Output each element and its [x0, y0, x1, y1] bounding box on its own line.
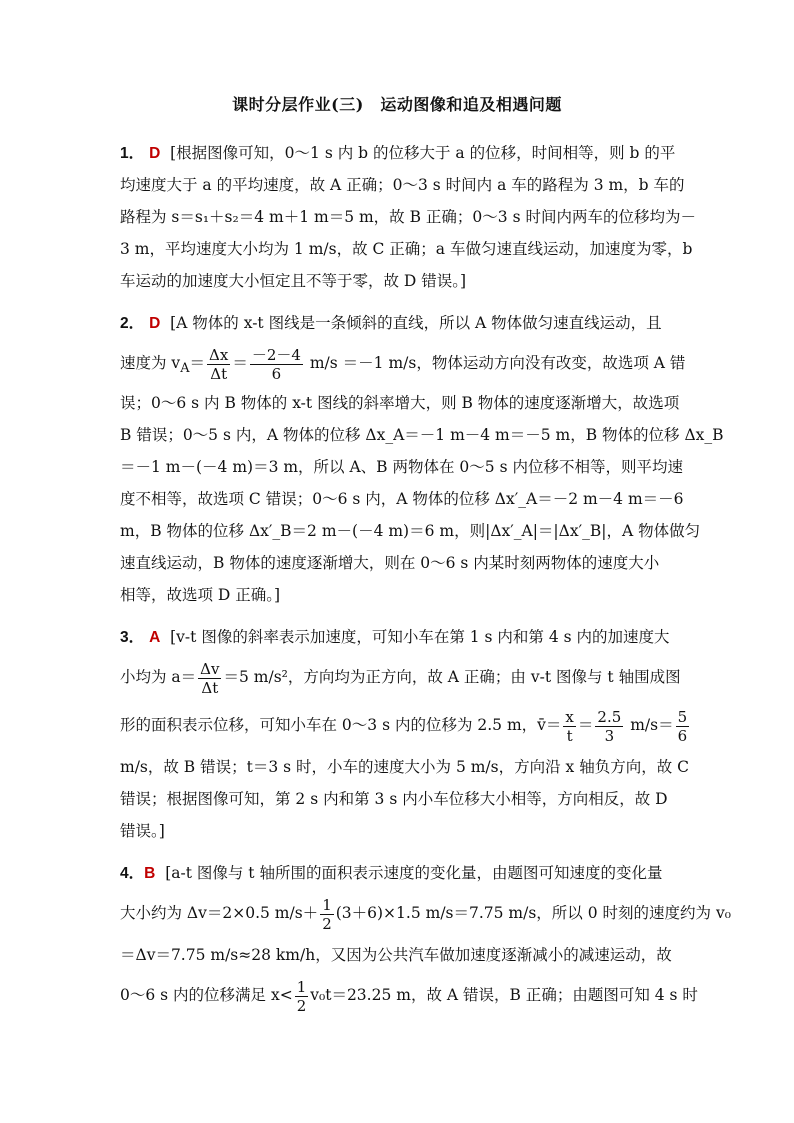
- q3-line-4: m/s，故 B 错误；t＝3 s 时，小车的速度大小为 5 m/s，方向沿 x 轴负方向，故 C: [120, 758, 689, 776]
- q3-line-6: 错误。]: [120, 822, 165, 840]
- q1-line-3: 路程为 s＝s₁＋s₂＝4 m＋1 m＝5 m，故 B 正确；0～3 s 时间内两车的位移均为－: [120, 208, 696, 226]
- q2-subscript: A: [180, 361, 190, 377]
- fraction-denominator: 2: [322, 914, 332, 933]
- q2-fraction-2: [250, 346, 303, 383]
- page-title: 课时分层作业(三) 运动图像和追及相遇问题: [232, 95, 562, 114]
- fraction-numerator: Δx: [209, 345, 229, 364]
- q3-text: 形的面积表示位移，可知小车在 0～3 s 内的位移为 2.5 m，v̄＝: [120, 716, 562, 734]
- fraction-denominator: 2: [296, 996, 307, 1015]
- q4-text: 大小约为 Δv＝2×0.5 m/s＋: [120, 904, 319, 922]
- q3-text: 小均为 a＝: [120, 668, 197, 686]
- q4-text: 0～6 s 内的位移满足 x<: [120, 986, 293, 1004]
- q4-line-3: ＝Δv＝7.75 m/s≈28 km/h，又因为公共汽车做加速度逐渐减小的减速运动，故: [120, 946, 672, 964]
- fraction-denominator: t: [566, 726, 573, 745]
- q2-fraction-1: [207, 346, 230, 383]
- fraction-numerator: x: [565, 707, 574, 726]
- q3-answer: A: [149, 629, 161, 646]
- q2-line-1: [120, 312, 680, 335]
- q2-answer: D: [149, 315, 161, 332]
- fraction-denominator: 6: [271, 364, 282, 383]
- q4-answer: B: [144, 865, 156, 882]
- fraction-numerator: －2－4: [251, 345, 301, 364]
- fraction-numerator: Δv: [200, 659, 220, 678]
- q3-fraction-1: [198, 660, 221, 697]
- q2-line-4: B 错误；0～5 s 内，A 物体的位移 Δx_A＝－1 m－4 m＝－5 m，B 物体的位移 Δx_B: [120, 426, 724, 444]
- q4-fraction-1: [320, 896, 334, 933]
- fraction-numerator: 2.5: [597, 707, 622, 726]
- q4-text: v₀t＝23.25 m，故 A 错误，B 正确；由题图可知 4 s 时: [310, 986, 698, 1004]
- q3-line-1: [120, 626, 680, 649]
- q3-line-3: [120, 702, 688, 748]
- fraction-numerator: 5: [677, 707, 688, 726]
- q4-number: 4．: [120, 865, 145, 882]
- q3-equals: ＝: [577, 716, 594, 734]
- fraction-numerator: 1: [322, 895, 332, 914]
- q1-line-1: [120, 142, 680, 165]
- q3-fraction-3: [595, 708, 623, 745]
- q3-line-2: [120, 654, 680, 700]
- q4-line-1: [120, 862, 680, 885]
- q1-answer: D: [149, 145, 161, 162]
- fraction-denominator: 6: [677, 726, 688, 745]
- fraction-denominator: Δt: [210, 364, 228, 383]
- q1-number: 1．: [120, 145, 145, 162]
- fraction-denominator: 3: [604, 726, 615, 745]
- q2-line-2: 速度为 $v_A=$ $\frac{\Delta x}{\Delta t}$ ＝ $\frac{-2-4}{6}$ m/s ＝－1 m/s，物体运动方向没有改变，故选项 A 错: [120, 345, 686, 383]
- q1-line-5: 车运动的加速度大小恒定且不等于零，故 D 错误。]: [120, 272, 467, 290]
- fraction-numerator: 1: [296, 977, 307, 996]
- q4-text: [a-t 图像与 t 轴所围的面积表示速度的变化量，由题图可知速度的变化量: [165, 864, 663, 882]
- q2-equals: ＝: [189, 354, 206, 372]
- q2-line-3: 误；0～6 s 内 B 物体的 x-t 图线的斜率增大，则 B 物体的速度逐渐增大，故选项: [120, 394, 680, 412]
- q4-line-2: [120, 890, 731, 936]
- q2-text: m/s ＝－1 m/s，物体运动方向没有改变，故选项 A 错: [304, 354, 686, 372]
- q1-line-4: 3 m，平均速度大小均为 1 m/s，故 C 正确；a 车做匀速直线运动，加速度为零，b: [120, 240, 693, 258]
- q2-text: [A 物体的 x-t 图线是一条倾斜的直线，所以 A 物体做匀速直线运动，且: [170, 314, 662, 332]
- q4-text: (3＋6)×1.5 m/s＝7.75 m/s，所以 0 时刻的速度约为 v₀: [335, 904, 731, 922]
- q3-line-5: 错误；根据图像可知，第 2 s 内和第 3 s 内小车位移大小相等，方向相反，故 D: [120, 790, 668, 808]
- q4-fraction-2: [295, 978, 309, 1015]
- q3-fraction-4: [676, 708, 690, 745]
- q2-line-7: m，B 物体的位移 Δx′_B＝2 m－(－4 m)＝6 m，则|Δx′_A|＝|Δx′_B|，A 物体做匀: [120, 522, 701, 540]
- q1-line-2: 均速度大于 a 的平均速度，故 A 正确；0～3 s 时间内 a 车的路程为 3 m，b 车的: [120, 176, 685, 194]
- q1-text: [根据图像可知，0～1 s 内 b 的位移大于 a 的位移，时间相等，则 b 的平: [170, 144, 676, 162]
- q2-line-6: 度不相等，故选项 C 错误；0～6 s 内，A 物体的位移 Δx′_A＝－2 m－4 m＝－6: [120, 490, 684, 508]
- q3-text: ＝5 m/s²，方向均为正方向，故 A 正确；由 v-t 图像与 t 轴围成图: [223, 668, 681, 686]
- q3-text: m/s＝: [625, 716, 674, 734]
- q2-line-5: ＝－1 m－(－4 m)＝3 m，所以 A、B 两物体在 0～5 s 内位移不相等，则平均速: [120, 458, 683, 476]
- q2-line-8: 速直线运动，B 物体的速度逐渐增大，则在 0～6 s 内某时刻两物体的速度大小: [120, 554, 660, 572]
- q2-text: 速度为 v: [120, 354, 181, 372]
- q3-text: [v-t 图像的斜率表示加速度，可知小车在第 1 s 内和第 4 s 内的加速度大: [170, 628, 670, 646]
- q3-fraction-2: [563, 708, 575, 745]
- q2-line-9: 相等，故选项 D 正确。]: [120, 586, 281, 604]
- q3-number: 3．: [120, 629, 145, 646]
- fraction-denominator: Δt: [201, 678, 219, 697]
- q2-number: 2．: [120, 315, 145, 332]
- q4-line-4: [120, 972, 698, 1018]
